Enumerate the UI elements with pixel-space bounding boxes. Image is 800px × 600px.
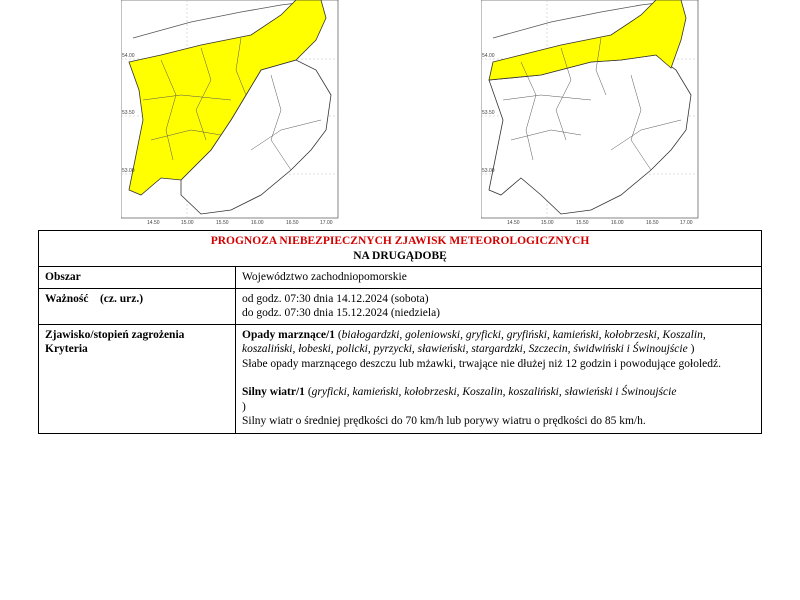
bulletin-title: PROGNOZA NIEBEZPIECZNYCH ZJAWISK METEOROLOGICZNYCH [210, 235, 590, 247]
lon-tick: 17.00 [680, 220, 693, 224]
phenomenon-row [39, 324, 762, 433]
phenomenon-title: Silny wiatr/1 [242, 386, 305, 398]
warning-map-right [481, 0, 701, 224]
area-label: Obszar [39, 267, 236, 289]
phenomenon-title: Opady marznące/1 [242, 328, 335, 341]
phenomenon-details [236, 324, 762, 433]
lon-tick: 16.50 [286, 220, 299, 224]
warning-map-left [121, 0, 341, 224]
bulletin-subtitle: NA DRUGĄDOBĘ [353, 249, 447, 262]
criteria-label-line: Kryteria [45, 343, 88, 355]
lat-tick: 53.50 [482, 110, 495, 116]
lon-tick: 15.00 [541, 220, 554, 224]
validity-row [39, 288, 762, 324]
phenomenon-description: Silny wiatr o średniej prędkości do 70 km/h lub porywy wiatru o prędkości do 85 km/h. [242, 415, 646, 427]
lon-tick: 17.00 [320, 220, 333, 224]
validity-value [236, 288, 762, 324]
validity-from: od godz. 07:30 dnia 14.12.2024 (sobota) [242, 292, 429, 305]
phenomenon-districts: gryficki, kamieński, kołobrzeski, Koszalin, koszaliński, sławieński i Świnoujście [311, 386, 677, 398]
validity-label: Ważność (cz. urz.) [39, 288, 236, 324]
lat-tick: 54.00 [482, 53, 495, 59]
warning-table [38, 230, 762, 434]
phenomenon-description: Słabe opady marznącego deszczu lub mżawki, trwające nie dłużej niż 12 godzin i powodujące gołoledź. [242, 357, 721, 370]
validity-to: do godz. 07:30 dnia 15.12.2024 (niedziela) [242, 307, 441, 319]
lat-tick: 53.00 [122, 168, 135, 174]
lon-tick: 16.00 [251, 220, 264, 224]
lon-tick: 14.50 [507, 220, 520, 224]
lon-tick: 16.50 [646, 220, 659, 224]
lat-tick: 53.50 [122, 110, 135, 116]
phenomenon-item: Silny wiatr/1 (gryficki, kamieński, kołobrzeski, Koszalin, koszaliński, sławieński i Świnoujście ) Silny wiatr o średniej prędkości do 70 km/h lub porywy wiatru o prędkości do 85 km/h. [242, 385, 755, 429]
area-row [39, 267, 762, 289]
lat-tick: 53.00 [482, 168, 495, 174]
phenomenon-label-line: Zjawisko/stopień zagrożenia [45, 328, 185, 341]
lon-tick: 15.50 [576, 220, 589, 224]
phenomenon-item: Opady marznące/1 (białogardzki, goleniowski, gryficki, gryfiński, kamieński, kołobrzeski, Koszalin, koszaliński, łobeski, policki, pyrzycki, sławieński, stargardzki, Szczecin, świdwiński i Świnoujście ) Słabe opady marznącego deszczu lub mżawki, trwające nie dłużej niż 12 godzin i powodujące gołoledź. [242, 328, 755, 372]
lon-tick: 16.00 [611, 220, 624, 224]
bulletin-heading [39, 231, 762, 267]
lon-tick: 15.50 [216, 220, 229, 224]
lat-tick: 54.00 [122, 53, 135, 59]
phenomenon-districts: białogardzki, goleniowski, gryficki, gryfiński, kamieński, kołobrzeski, Koszalin, koszaliński, łobeski, policki, pyrzycki, sławieński, stargardzki, Szczecin, świdwiński i Świnoujście [242, 328, 706, 355]
area-value: Województwo zachodniopomorskie [236, 267, 762, 289]
phenomenon-label [39, 324, 236, 433]
lon-tick: 15.00 [181, 220, 194, 224]
lon-tick: 14.50 [147, 220, 160, 224]
